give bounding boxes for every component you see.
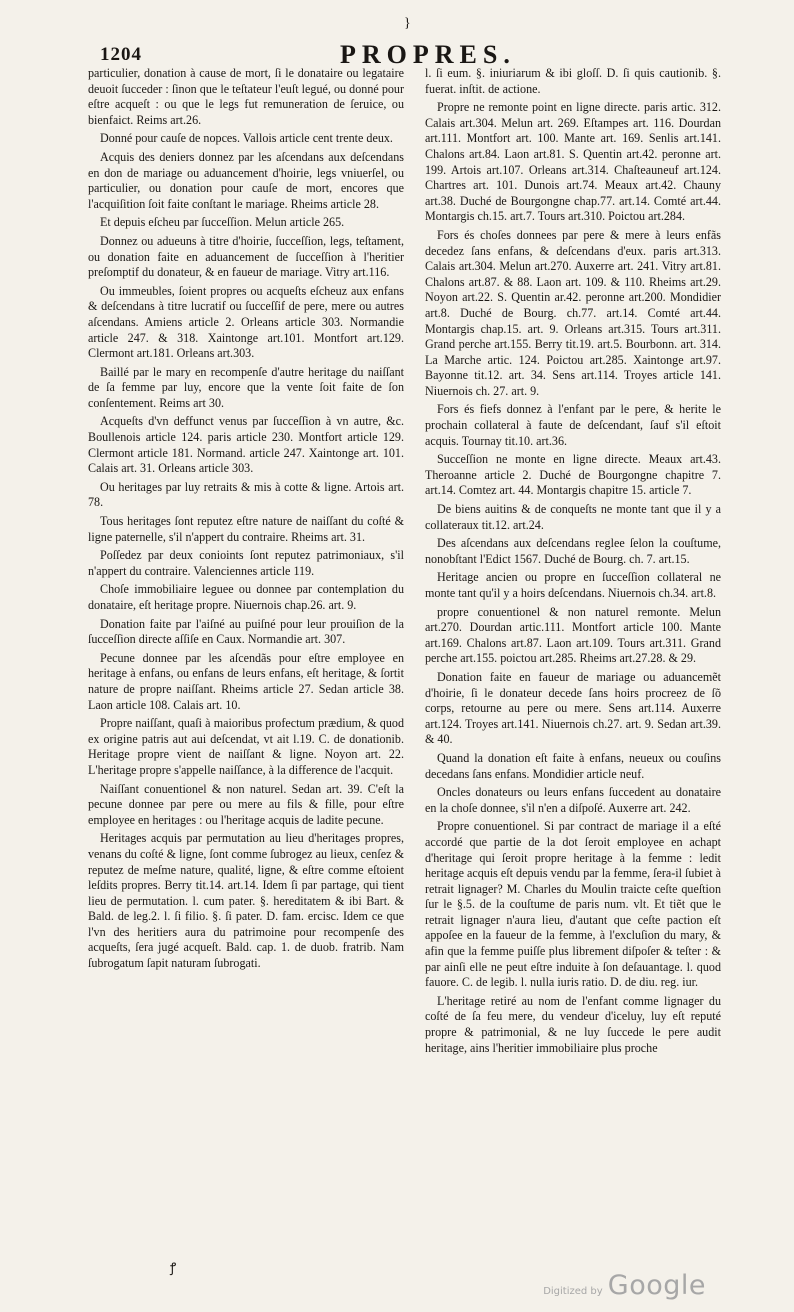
bottom-marker: ꝭ (170, 1260, 177, 1275)
paragraph: Pecune donnee par les aſcendãs pour eſtre employee en heritage à enfans, ou enfans de leurs enfans, eſt heritage, & ſortit nature de propre naiſſant. Rheims article 27. Sedan article 38. Laon article 108. Calais art. 10. (88, 650, 404, 712)
paragraph: Baillé par le mary en recompenſe d'autre heritage du naiſſant de ſa femme par luy, encore que la vente ſoit faite de ſon conſentement. Reims art 30. (88, 364, 404, 410)
paragraph: Poſſedez par deux conioints ſont reputez patrimoniaux, s'il n'appert du contraire. Valenciennes article 119. (88, 548, 404, 578)
paragraph: Heritages acquis par permutation au lieu d'heritages propres, venans du coſté & ligne, ſont comme ſubrogez au lieux, cenſez & reputez de meſme nature, qualité, ligne, & eſtre comme eſtoient leſdits propres. Berry tit.14. art.14. Idem ſi par partage, qui tient lieu de permutation. l. cum pater. §. hereditatem & ibi Bart. & Bald. de leg.2. l. ſi filio. §. ſi pater. D. fam. ercisc. Idem ce que l'vn des heritiers aura du patrimoine pour recompenſe des acqueſts, ſera jugé acqueſt. Bald. cap. 1. de duob. fratrib. Nam ſubrogatum ſapit naturam ſubrogati. (88, 831, 404, 971)
right-column (425, 66, 721, 1059)
paragraph: Propre ne remonte point en ligne directe. paris artic. 312. Calais art.304. Melun art. 269. Eſtampes art. 116. Dourdan art.111. Montfort art. 100. Mante art. 169. Senlis art.141. Chalons art.84. Laon art.81. S. Quentin art.42. peronne art. 199. Artois art.107. Orleans art.314. Chaſteauneuf art.124. Chartres art. 101. Dunois art.74. Meaux art.42. Chauny art.38. Duché de Bourgongne chap.77. art.14. Comté art.44. Montargis ch.15. art.7. Tours art.310. Poictou art.284. (425, 100, 721, 224)
paragraph: Oncles donateurs ou leurs enfans ſuccedent au donataire en la choſe donnee, s'il n'en a diſpoſé. Auxerre art. 242. (425, 785, 721, 815)
paragraph: De biens auitins & de conqueſts ne monte tant que il y a collateraux tit.12. art.24. (425, 502, 721, 532)
paragraph: Tous heritages ſont reputez eſtre nature de naiſſant du coſté & ligne paternelle, s'il n'appert du contraire. Rheims art. 31. (88, 514, 404, 544)
google-logo: Google (607, 1270, 706, 1301)
paragraph: Propre naiſſant, quaſi à maioribus profectum prædium, & quod ex origine patris aut aui deſcendat, vt ait l.19. C. de donationib. Heritage propre vient de naiſſant & ligne. Noyon art. 22. L'heritage propre s'appelle naiſſance, à la difference de l'acquit. (88, 716, 404, 777)
google-watermark (543, 1270, 706, 1301)
paragraph: Ou immeubles, ſoient propres ou acqueſts eſcheuz aux enfans & deſcendans à titre lucratif ou ſucceſſif de pere, mere ou autres aſcendans. Amiens article 2. Orleans article 303. Normandie article 247. & 318. Xaintonge art.101. Montfort art.129. Clermont art.181. Orleans art.303. (88, 283, 404, 361)
paragraph: Fors és choſes donnees par pere & mere à leurs enfãs decedez ſans enfans, & deſcendans d'eux. paris art.313. Calais art.304. Melun art.270. Auxerre art. 241. Vitry art.81. Chalons art.87. & 88. Laon art. 109. & 110. Rheims art.29. Noyon art.22. S. Quentin ar.42. peronne art.200. Mondidier art.8. Duché de Bourg. ch.77. art.14. Comté art.44. Montargis chap.15. art. 9. Orleans art.315. Tours art.311. Grand perche art.155. Berry tit.19. art.5. Bourbonn. art. 314. La Marche artic. 124. Poictou art.285. Xaintonge art.97. Bayonne tit.12. art. 34. Sens art.114. Troyes article 141. Niuernois ch. 27. art. 9. (425, 227, 721, 398)
paragraph: L'heritage retiré au nom de l'enfant comme lignager du coſté de ſa feu mere, du vendeur d'iceluy, luy eſt reputé propre & patrimonial, & ne luy ſuccede le pere audit heritage, ains l'heritier immobiliaire plus proche (425, 993, 721, 1055)
paragraph: Ou heritages par luy retraits & mis à cotte & ligne. Artois art. 78. (88, 479, 404, 510)
paragraph: Acqueſts d'vn deffunct venus par ſucceſſion à vn autre, &c. Boullenois article 124. paris article 230. Montfort article 129. Clermont article 181. Normand. article 247. Xaintonge art. 101. Calais art. 31. Orleans article 303. (88, 414, 404, 476)
paragraph: Acquis des deniers donnez par les aſcendans aux deſcendans en don de mariage ou aduancement d'hoirie, legs vniuerſel, ou particulier, ou donation pour cauſe de mort, encores que l'acquiſition ſoit faite conſtant le mariage. Rheims article 28. (88, 149, 404, 211)
paragraph: propre conuentionel & non naturel remonte. Melun art.270. Dourdan artic.111. Montfort article 100. Mante art.169. Chalons art.87. Laon art.109. Tours art.311. Grand perche art.155. poictou art.285. Rheims art.27.28. & 29. (425, 604, 721, 666)
top-margin-mark: } (404, 16, 411, 31)
paragraph: Fors és fiefs donnez à l'enfant par le pere, & herite le prochain collateral à faute de deſcendant, ſauf s'il eſtoit acquis. Tournay tit.10. art.36. (425, 402, 721, 448)
paragraph: Et depuis eſcheu par ſucceſſion. Melun article 265. (100, 215, 345, 230)
paragraph: Des aſcendans aux deſcendans reglee ſelon la couſtume, nonobſtant l'Edict 1567. Duché de Bourg. ch. 7. art.15. (425, 536, 721, 566)
paragraph: Succeſſion ne monte en ligne directe. Meaux art.43. Theroanne article 2. Duché de Bourgongne chapitre 7. art.14. Comtez art. 44. Montargis chapitre 15. article 7. (425, 452, 721, 498)
running-head: PROPRES. (340, 40, 516, 69)
paragraph: Donation faite en faueur de mariage ou aduancemẽt d'hoirie, ſi le donateur decede ſans hoirs procreez de ſõ corps, retourne au pere ou mere. Sens art.114. Auxerre art.124. Troyes art.141. Niuernois ch.27. art. 9. Sedan art.39. & 40. (425, 669, 721, 747)
paragraph: Donné pour cauſe de nopces. Vallois article cent trente deux. (100, 131, 393, 146)
paragraph: Propre conuentionel. Si par contract de mariage il a eſté accordé que partie de la dot ſeroit employee en achapt d'heritage qui ſeroit propre heritage à la femme : ledit heritage acquis eſt depuis vendu par la femme, ſera-il ſubiet à retrait lignager? M. Charles du Moulin traicte ceſte queſtion ſur le §.5. de la couſtume de paris num. vlt. Et tiẽt que le retrait lignager n'aura lieu, d'autant que ceſte paction eſt appoſee en la faueur de la femme, à l'excluſion du mary, & afin que la femme puiſſe plus librement diſpoſer & teſter : & par ainſi elle ne peut eſtre induite à ſon deſauantage. l. quod fauore. C. de legib. l. nulla iuris ratio. D. de diu. reg. iur. (425, 819, 721, 990)
paragraph: Heritage ancien ou propre en ſucceſſion collateral ne monte tant qu'il y a hoirs deſcendans. Niuernois ch.34. art.8. (425, 570, 721, 600)
paragraph: Donnez ou adueuns à titre d'hoirie, ſucceſſion, legs, teſtament, ou donation faite en aduancement de ſucceſſion à l'heritier preſomptif du donateur, & en faueur de mariage. Vitry art.116. (88, 233, 404, 280)
paragraph: l. ſi eum. §. iniuriarum & ibi gloſſ. D. ſi quis cautionib. §. fuerat. inſtit. de actione. (425, 66, 721, 96)
paragraph: Choſe immobiliaire leguee ou donnee par contemplation du donataire, eſt heritage propre. Niuernois chap.26. art. 9. (88, 582, 404, 612)
paragraph: Donation faite par l'aiſné au puiſné pour leur prouiſion de la ſucceſſion directe aſſiſe en Caux. Normandie art. 307. (88, 616, 404, 647)
left-column (88, 66, 404, 975)
paragraph: particulier, donation à cause de mort, ſi le donataire ou legataire deuoit ſucceder : ſinon que le teſtateur l'euſt legué, ou donné pour eſtre acqueſt : ou que le legs fut remuneration de ſeruice, ou bienfaict. Reims art.26. (88, 66, 404, 127)
watermark-prefix: Digitized by (543, 1286, 603, 1297)
paragraph: Naiſſant conuentionel & non naturel. Sedan art. 39. C'eſt la pecune donnee par pere ou mere au fils & fille, pour eſtre employee en heritages : ou l'heritage acquis de ladite pecune. (88, 781, 404, 827)
paragraph: Quand la donation eſt faite à enfans, neueux ou couſins decedans ſans enfans. Mondidier article neuf. (425, 750, 721, 781)
page-number: 1204 (100, 44, 142, 65)
